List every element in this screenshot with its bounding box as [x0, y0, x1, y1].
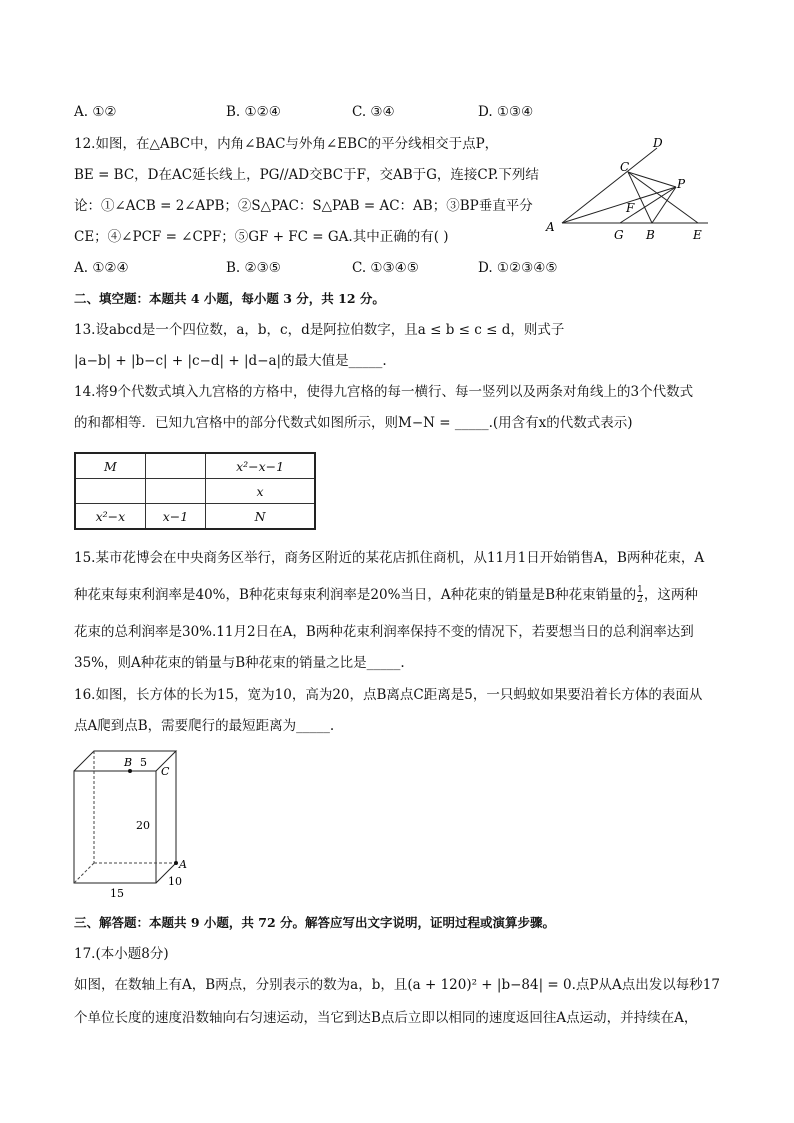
label-a: A	[546, 220, 555, 234]
q13-line1: 13.设abcd是一个四位数，a，b，c，d是阿拉伯数字，且a ≤ b ≤ c ≤ d，则式子	[74, 322, 565, 338]
q14-line2: 的和都相等．已知九宫格中的部分代数式如图所示，则M−N = _____.(用含有x的代数式表示)	[74, 415, 633, 431]
q12-option-c[interactable]: C. ①③④⑤	[352, 260, 419, 276]
q11-option-d[interactable]: D. ①③④	[478, 104, 534, 120]
label-b: B	[124, 756, 133, 769]
fraction	[637, 586, 643, 605]
grid-cell: M	[75, 453, 145, 479]
q15-line2	[74, 586, 698, 605]
grid-cell	[145, 453, 205, 479]
q15-line4: 35%，则A种花束的销量与B种花束的销量之比是_____.	[74, 655, 405, 671]
label-10: 10	[168, 875, 182, 888]
label-c: C	[620, 160, 630, 174]
q11-option-a[interactable]: A. ①②	[74, 104, 117, 120]
q14-line1: 14.将9个代数式填入九宫格的方格中，使得九宫格的每一横行、每一竖列以及两条对角线上的3个代数式	[74, 384, 694, 400]
q13-line2: |a−b| + |b−c| + |c−d| + |d−a|的最大值是_____.	[74, 353, 387, 369]
line-ad	[562, 148, 657, 223]
q17-line1: 如图，在数轴上有A，B两点，分别表示的数为a，b，且(a + 120)² + |b−84| = 0.点P从A点出发以每秒17	[74, 977, 720, 993]
grid-cell: x²−x	[75, 504, 145, 530]
q11-option-b[interactable]: B. ①②④	[226, 104, 281, 120]
table-row	[75, 479, 315, 504]
label-15: 15	[110, 887, 124, 900]
label-e: E	[693, 228, 702, 242]
label-p: P	[677, 177, 686, 191]
q12-option-a[interactable]: A. ①②④	[74, 260, 129, 276]
q12-line1: 12.如图，在△ABC中，内角∠BAC与外角∠EBC的平分线相交于点P，	[74, 136, 499, 152]
q12-option-d[interactable]: D. ①②③④⑤	[478, 260, 558, 276]
fraction-denominator: 2	[637, 595, 643, 605]
q12-option-b[interactable]: B. ②③⑤	[226, 260, 281, 276]
line-ce	[628, 172, 698, 223]
q16-cuboid-figure	[66, 745, 206, 900]
grid-cell: x²−x−1	[206, 453, 315, 479]
hidden-edge	[74, 863, 94, 883]
table-row	[75, 504, 315, 530]
point-b	[128, 769, 132, 773]
grid-cell: x−1	[145, 504, 205, 530]
label-5: 5	[140, 756, 147, 769]
line-cp	[628, 172, 676, 187]
q12-line2: BE = BC，D在AC延长线上，PG//AD交BC于F，交AB于G，连接CP.下列结	[74, 167, 539, 183]
q12-line4: CE；④∠PCF = ∠CPF；⑤GF + FC = GA.其中正确的有( )	[74, 229, 449, 245]
q15-line2-a: 种花束每束利润率是40%，B种花束每束利润率是20%当日，A种花束的销量是B种花束销量的	[74, 587, 637, 603]
q11-option-c[interactable]: C. ③④	[352, 104, 395, 120]
grid-cell	[75, 479, 145, 504]
q15-line2-b: ，这两种	[643, 587, 698, 603]
q17-line2: 个单位长度的速度沿数轴向右匀速运动，当它到达B点后立即以相同的速度返回往A点运动，并持续在A，	[74, 1010, 698, 1026]
q16-line1: 16.如图，长方体的长为15，宽为10，高为20，点B离点C距离是5，一只蚂蚁如果要沿着长方体的表面从	[74, 687, 703, 703]
label-c: C	[161, 765, 170, 778]
q15-line1: 15.某市花博会在中央商务区举行，商务区附近的某花店抓住商机，从11月1日开始销售A，B两种花束，A	[74, 550, 705, 566]
point-a	[174, 861, 178, 865]
label-g: G	[614, 228, 624, 242]
label-20: 20	[136, 819, 150, 832]
fraction-numerator: 1	[637, 585, 643, 595]
label-b: B	[646, 228, 655, 242]
section3-title: 三、解答题：本题共 9 小题，共 72 分。解答应写出文字说明，证明过程或演算步骤。	[74, 915, 556, 930]
grid-cell	[145, 479, 205, 504]
grid-cell: N	[206, 504, 315, 530]
magic-square-table	[74, 452, 316, 530]
table-row	[75, 453, 315, 479]
q12-figure	[540, 130, 720, 245]
line-ap	[562, 187, 676, 223]
q12-line3: 论：①∠ACB = 2∠APB；②S△PAC：S△PAB = AC：AB；③BP垂直平分	[74, 198, 533, 214]
label-f: F	[626, 201, 635, 215]
label-d: D	[653, 136, 663, 150]
q17-title: 17.(本小题8分)	[74, 946, 169, 962]
label-a: A	[179, 858, 187, 871]
q16-line2: 点A爬到点B，需要爬行的最短距离为_____.	[74, 718, 335, 734]
grid-cell: x	[206, 479, 315, 504]
section2-title: 二、填空题：本题共 4 小题，每小题 3 分，共 12 分。	[74, 291, 385, 306]
q15-line3: 花束的总利润率是30%.11月2日在A，B两种花束利润率保持不变的情况下，若要想当日的总利润率达到	[74, 624, 694, 640]
